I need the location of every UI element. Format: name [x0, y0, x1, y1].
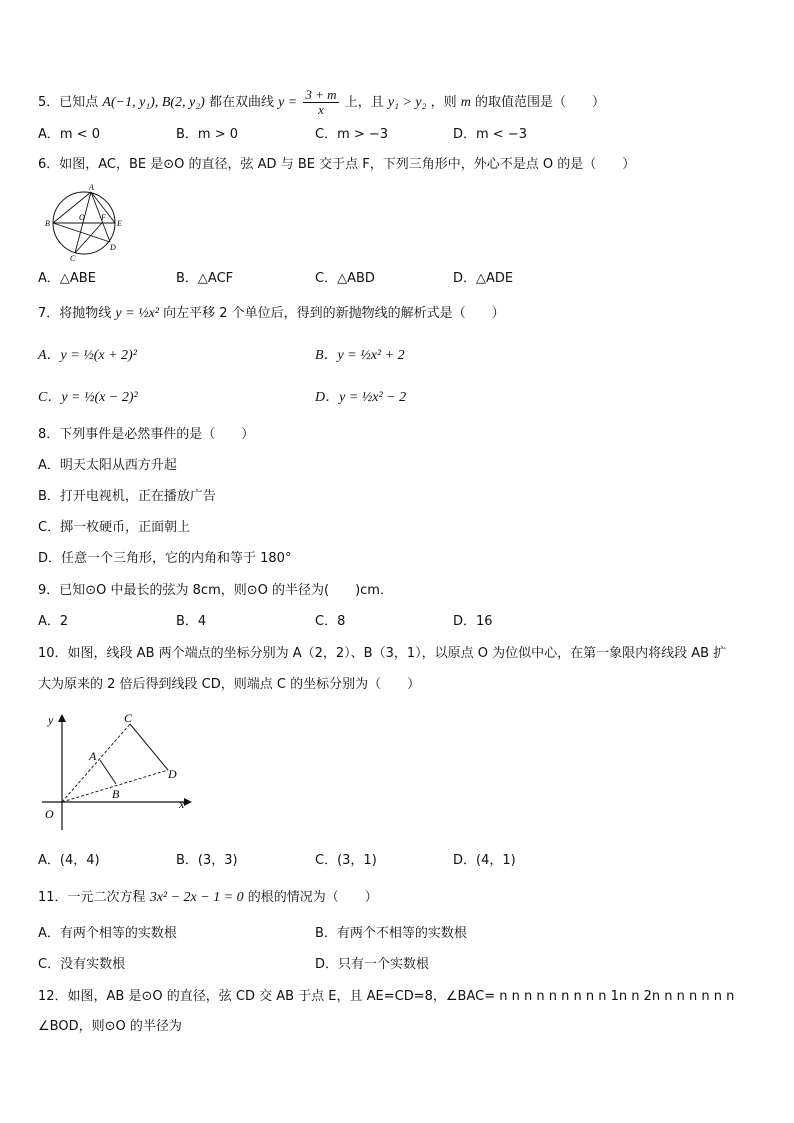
q8-stem: 8．下列事件是必然事件的是（ ）	[38, 427, 255, 442]
q8-option-b: B．打开电视机，正在播放广告	[38, 489, 216, 504]
q6-label-f: F	[101, 213, 106, 222]
q5-option-c: C．m > −3	[315, 127, 389, 142]
q5-option-d: D．m < −3	[453, 127, 527, 142]
q7-curve: y = ½x²	[115, 306, 159, 321]
q6-label-e: E	[117, 219, 122, 228]
q10-x-arrow	[184, 798, 192, 806]
q9-option-c: C．8	[315, 614, 346, 629]
q6-label-a: A	[89, 184, 94, 192]
q12-stem-line2: ∠BOD，则⊙O 的半径为	[38, 1019, 182, 1034]
q5-points: A(−1, y₁), B(2, y₂)	[102, 95, 205, 110]
q7-stem-part: 7．将抛物线	[38, 306, 112, 321]
q7-stem	[38, 305, 505, 323]
q5-variable: m	[460, 95, 471, 110]
q5-condition: y₁ > y₂	[387, 95, 427, 110]
q10-option-b: B．(3，3)	[176, 853, 238, 868]
q9-option-b: B．4	[176, 614, 207, 629]
q11-option-a: A．有两个相等的实数根	[38, 926, 177, 941]
q10-label-a: A	[89, 749, 97, 763]
q10-option-d: D．(4，1)	[453, 853, 516, 868]
q5-stem-part: 的取值范围是（ ）	[475, 95, 606, 110]
q10-ray-oc	[62, 724, 130, 802]
q7-option-b: B．y = ½x² + 2	[315, 348, 405, 363]
q10-option-a: A．(4，4)	[38, 853, 100, 868]
q6-stem: 6．如图，AC，BE 是⊙O 的直径，弦 AD 与 BE 交于点 F，下列三角形中，外心不是点 O 的是（ ）	[38, 157, 636, 172]
q6-label-c: C	[70, 254, 76, 262]
q11-stem-part: 11．一元二次方程	[38, 890, 146, 905]
q8-option-a: A．明天太阳从西方升起	[38, 458, 177, 473]
q10-segment-ab	[100, 760, 116, 784]
q12-stem-line1: 12．如图，AB 是⊙O 的直径，弦 CD 交 AB 于点 E，且 AE=CD=8，∠BAC= n n n n n n n n n 1n n 2n n n n n n n	[38, 989, 735, 1004]
q5-fraction	[303, 88, 338, 117]
q5-stem-part: ，则	[430, 95, 457, 110]
q6-segment-ab	[53, 192, 91, 223]
q11-stem	[38, 889, 378, 907]
q10-label-x: x	[179, 797, 185, 811]
q5-option-b: B．m > 0	[176, 127, 239, 142]
q11-option-b: B．有两个不相等的实数根	[315, 926, 467, 941]
q6-option-c: C．△ABD	[315, 271, 375, 286]
q6-segment-bd	[53, 223, 110, 242]
q5-stem	[38, 88, 605, 117]
q11-option-d: D．只有一个实数根	[315, 957, 430, 972]
q10-label-y: y	[48, 713, 54, 727]
q9-option-d: D．16	[453, 614, 493, 629]
q7-option-c: C．y = ½(x − 2)²	[38, 390, 138, 405]
q5-curve-lhs: y =	[278, 95, 298, 110]
q10-stem-line2: 大为原来的 2 倍后得到线段 CD，则端点 C 的坐标分别为（ ）	[38, 677, 421, 692]
q6-label-d: D	[110, 243, 116, 252]
q10-coordinate-figure	[38, 708, 198, 836]
q5-frac-den: x	[318, 102, 324, 117]
q9-stem: 9．已知⊙O 中最长的弦为 8cm，则⊙O 的半径为( )cm．	[38, 583, 393, 598]
q5-stem-part: 5．已知点	[38, 95, 99, 110]
q7-option-a: A．y = ½(x + 2)²	[38, 348, 137, 363]
q10-label-b: B	[112, 787, 120, 801]
q6-label-o: O	[79, 213, 85, 222]
q10-option-c: C．(3，1)	[315, 853, 377, 868]
q10-label-d: D	[168, 767, 177, 781]
q6-label-b: B	[45, 219, 50, 228]
q10-segment-cd	[130, 724, 168, 770]
q5-option-a: A．m < 0	[38, 127, 100, 142]
q6-option-d: D．△ADE	[453, 271, 514, 286]
q5-stem-part: 都在双曲线	[208, 95, 274, 110]
q9-option-a: A．2	[38, 614, 69, 629]
q10-stem-line1: 10．如图，线段 AB 两个端点的坐标分别为 A（2，2）、B（3，1），以原点 O 为位似中心，在第一象限内将线段 AB 扩	[38, 646, 727, 661]
q8-option-d: D．任意一个三角形，它的内角和等于 180°	[38, 551, 292, 566]
q5-stem-part: 上，且	[344, 95, 384, 110]
q6-option-a: A．△ABE	[38, 271, 96, 286]
q10-y-arrow	[58, 714, 66, 722]
q10-label-o: O	[45, 807, 54, 821]
q7-stem-part: 向左平移 2 个单位后，得到的新抛物线的解析式是（ ）	[163, 306, 505, 321]
q6-circle-figure	[44, 184, 124, 262]
q10-label-c: C	[124, 711, 133, 725]
q6-option-b: B．△ACF	[176, 271, 234, 286]
q11-stem-part: 的根的情况为（ ）	[247, 890, 378, 905]
q11-equation: 3x² − 2x − 1 = 0	[149, 890, 244, 905]
q11-option-c: C．没有实数根	[38, 957, 126, 972]
q5-frac-num: 3 + m	[305, 87, 337, 102]
q8-option-c: C．掷一枚硬币，正面朝上	[38, 520, 191, 535]
q7-option-d: D．y = ½x² − 2	[315, 390, 407, 405]
